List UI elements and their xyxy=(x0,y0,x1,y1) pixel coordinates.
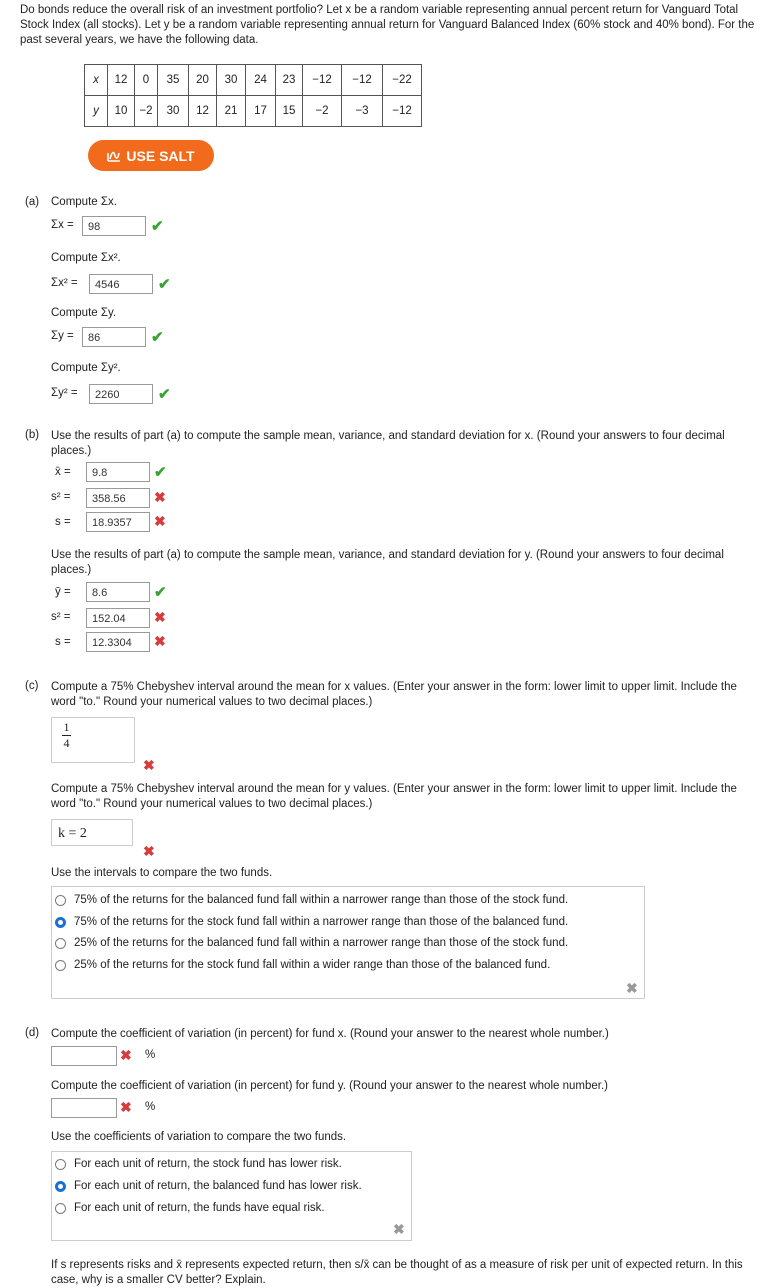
part-a-q2: Compute Σx². xyxy=(51,252,121,264)
y-row xyxy=(85,96,422,127)
x-cell: 12 xyxy=(108,65,135,96)
radio-option[interactable] xyxy=(55,895,66,906)
check-icon: ✔ xyxy=(151,218,164,235)
s2y-input[interactable]: 152.04 xyxy=(86,608,150,628)
percent-label: % xyxy=(145,1101,156,1113)
sy-input[interactable]: 12.3304 xyxy=(86,632,150,652)
fraction xyxy=(62,721,71,750)
cv-y-input[interactable] xyxy=(51,1098,117,1118)
cross-icon: ✖ xyxy=(120,1099,132,1115)
y-cell: −2 xyxy=(303,96,342,127)
check-icon: ✔ xyxy=(151,329,164,346)
y-cell: −2 xyxy=(135,96,158,127)
x-cell: 0 xyxy=(135,65,158,96)
interval-y-input[interactable]: k = 2 xyxy=(51,819,133,846)
sx-input[interactable]: 18.9357 xyxy=(86,512,150,532)
part-a-q1: Compute Σx. xyxy=(51,196,117,208)
ybar-label: ȳ = xyxy=(55,586,71,598)
part-a-label: (a) xyxy=(25,196,40,208)
x-cell: 35 xyxy=(158,65,189,96)
option-label: For each unit of return, the balanced fund has lower risk. xyxy=(74,1180,362,1192)
sx-label: s = xyxy=(55,516,71,528)
y-cell: 30 xyxy=(158,96,189,127)
part-a-q3: Compute Σy. xyxy=(51,307,117,319)
xbar-label: x̄ = xyxy=(55,466,71,478)
check-icon: ✔ xyxy=(158,276,171,293)
cv-x-input[interactable] xyxy=(51,1046,117,1066)
cross-icon: ✖ xyxy=(154,609,166,625)
y-cell: −12 xyxy=(383,96,422,127)
sum-x2-input[interactable]: 4546 xyxy=(89,274,153,294)
option-label: 25% of the returns for the stock fund fall within a wider range than those of the balanced fund. xyxy=(74,959,551,971)
cross-icon: ✖ xyxy=(120,1047,132,1063)
salt-icon xyxy=(107,149,121,163)
fraction-denominator: 4 xyxy=(63,736,70,750)
part-c-compare: Use the intervals to compare the two funds. xyxy=(51,867,273,879)
part-d-label: (d) xyxy=(25,1027,40,1039)
s2y-label: s² = xyxy=(51,611,71,623)
sum-x-label: Σx = xyxy=(51,219,74,231)
y-cell: 12 xyxy=(189,96,217,127)
x-cell: 20 xyxy=(189,65,217,96)
ybar-input[interactable]: 8.6 xyxy=(86,582,150,602)
x-cell: 30 xyxy=(217,65,246,96)
y-cell: −3 xyxy=(342,96,383,127)
y-cell: 21 xyxy=(217,96,246,127)
check-icon: ✔ xyxy=(154,464,167,481)
s2x-input[interactable]: 358.56 xyxy=(86,488,150,508)
option-label: 25% of the returns for the balanced fund fall within a narrower range than those of the stock fund. xyxy=(74,937,569,949)
part-c-text-x: Compute a 75% Chebyshev interval around the mean for x values. (Enter your answer in the form: lower limit to upper limit. Include the word "to." Round your numerical values to two decimal places.) xyxy=(51,681,737,708)
part-d-text-x: Compute the coefficient of variation (in percent) for fund x. (Round your answer to the nearest whole number.) xyxy=(51,1028,609,1040)
x-cell: 24 xyxy=(246,65,276,96)
radio-option-selected[interactable] xyxy=(55,1181,66,1192)
use-salt-button[interactable] xyxy=(88,140,214,171)
data-table xyxy=(84,64,422,127)
cross-icon: ✖ xyxy=(154,489,166,505)
sum-y2-input[interactable]: 2260 xyxy=(89,384,153,404)
check-icon: ✔ xyxy=(154,584,167,601)
radio-option[interactable] xyxy=(55,1159,66,1170)
option-label: For each unit of return, the stock fund has lower risk. xyxy=(74,1158,342,1170)
option-label: 75% of the returns for the stock fund fall within a narrower range than those of the balanced fund. xyxy=(74,916,569,928)
sy-label: s = xyxy=(55,636,71,648)
x-cell: 23 xyxy=(276,65,303,96)
x-cell: −22 xyxy=(383,65,422,96)
part-b-label: (b) xyxy=(25,429,40,441)
radio-option[interactable] xyxy=(55,1203,66,1214)
check-icon: ✔ xyxy=(158,386,171,403)
part-d-text-y: Compute the coefficient of variation (in percent) for fund y. (Round your answer to the nearest whole number.) xyxy=(51,1080,608,1092)
cross-icon: ✖ xyxy=(393,1221,405,1237)
use-salt-label: USE SALT xyxy=(126,147,195,164)
part-c-text-y: Compute a 75% Chebyshev interval around the mean for y values. (Enter your answer in the form: lower limit to upper limit. Include the word "to." Round your numerical values to two decimal places.) xyxy=(51,783,737,810)
x-cell: −12 xyxy=(303,65,342,96)
y-row-label: y xyxy=(85,96,108,127)
s2x-label: s² = xyxy=(51,491,71,503)
option-label: 75% of the returns for the balanced fund fall within a narrower range than those of the stock fund. xyxy=(74,894,569,906)
x-row xyxy=(85,65,422,96)
option-label: For each unit of return, the funds have equal risk. xyxy=(74,1202,325,1214)
sum-y-input[interactable]: 86 xyxy=(82,327,146,347)
x-row-label: x xyxy=(85,65,108,96)
sum-x2-label: Σx² = xyxy=(51,277,78,289)
part-b-text-y: Use the results of part (a) to compute the sample mean, variance, and standard deviation for y. (Round your answers to four decimal places.) xyxy=(51,549,724,576)
sum-y2-label: Σy² = xyxy=(51,387,78,399)
part-d-final-text: If s represents risks and x̄ represents expected return, then s/x̄ can be thought of as a measure of risk per unit of expected return. In this case, why is a smaller CV better? Explain. xyxy=(51,1259,743,1286)
part-b-text-x: Use the results of part (a) to compute the sample mean, variance, and standard deviation for x. (Round your answers to four decimal places.) xyxy=(51,430,725,457)
fraction-numerator: 1 xyxy=(63,720,70,734)
part-c-label: (c) xyxy=(25,680,39,692)
sum-y-label: Σy = xyxy=(51,330,74,342)
part-d-compare: Use the coefficients of variation to compare the two funds. xyxy=(51,1131,347,1143)
part-a-q4: Compute Σy². xyxy=(51,362,121,374)
sum-x-input[interactable]: 98 xyxy=(82,216,146,236)
cross-icon: ✖ xyxy=(143,843,155,859)
cross-icon: ✖ xyxy=(626,980,638,996)
percent-label: % xyxy=(145,1049,156,1061)
interval-x-input[interactable] xyxy=(51,717,135,763)
cross-icon: ✖ xyxy=(154,633,166,649)
radio-option[interactable] xyxy=(55,938,66,949)
xbar-input[interactable]: 9.8 xyxy=(86,462,150,482)
problem-intro: Do bonds reduce the overall risk of an investment portfolio? Let x be a random variable representing annual percent return for Vanguard Total Stock Index (all stocks). Let y be a random variable representing annual return for Vanguard Balanced Index (60% stock and 40% bond). For the past several years, we have the following data. xyxy=(20,4,755,46)
y-cell: 17 xyxy=(246,96,276,127)
radio-option-selected[interactable] xyxy=(55,917,66,928)
cross-icon: ✖ xyxy=(143,757,155,773)
x-cell: −12 xyxy=(342,65,383,96)
cross-icon: ✖ xyxy=(154,513,166,529)
y-cell: 10 xyxy=(108,96,135,127)
y-cell: 15 xyxy=(276,96,303,127)
radio-option[interactable] xyxy=(55,960,66,971)
